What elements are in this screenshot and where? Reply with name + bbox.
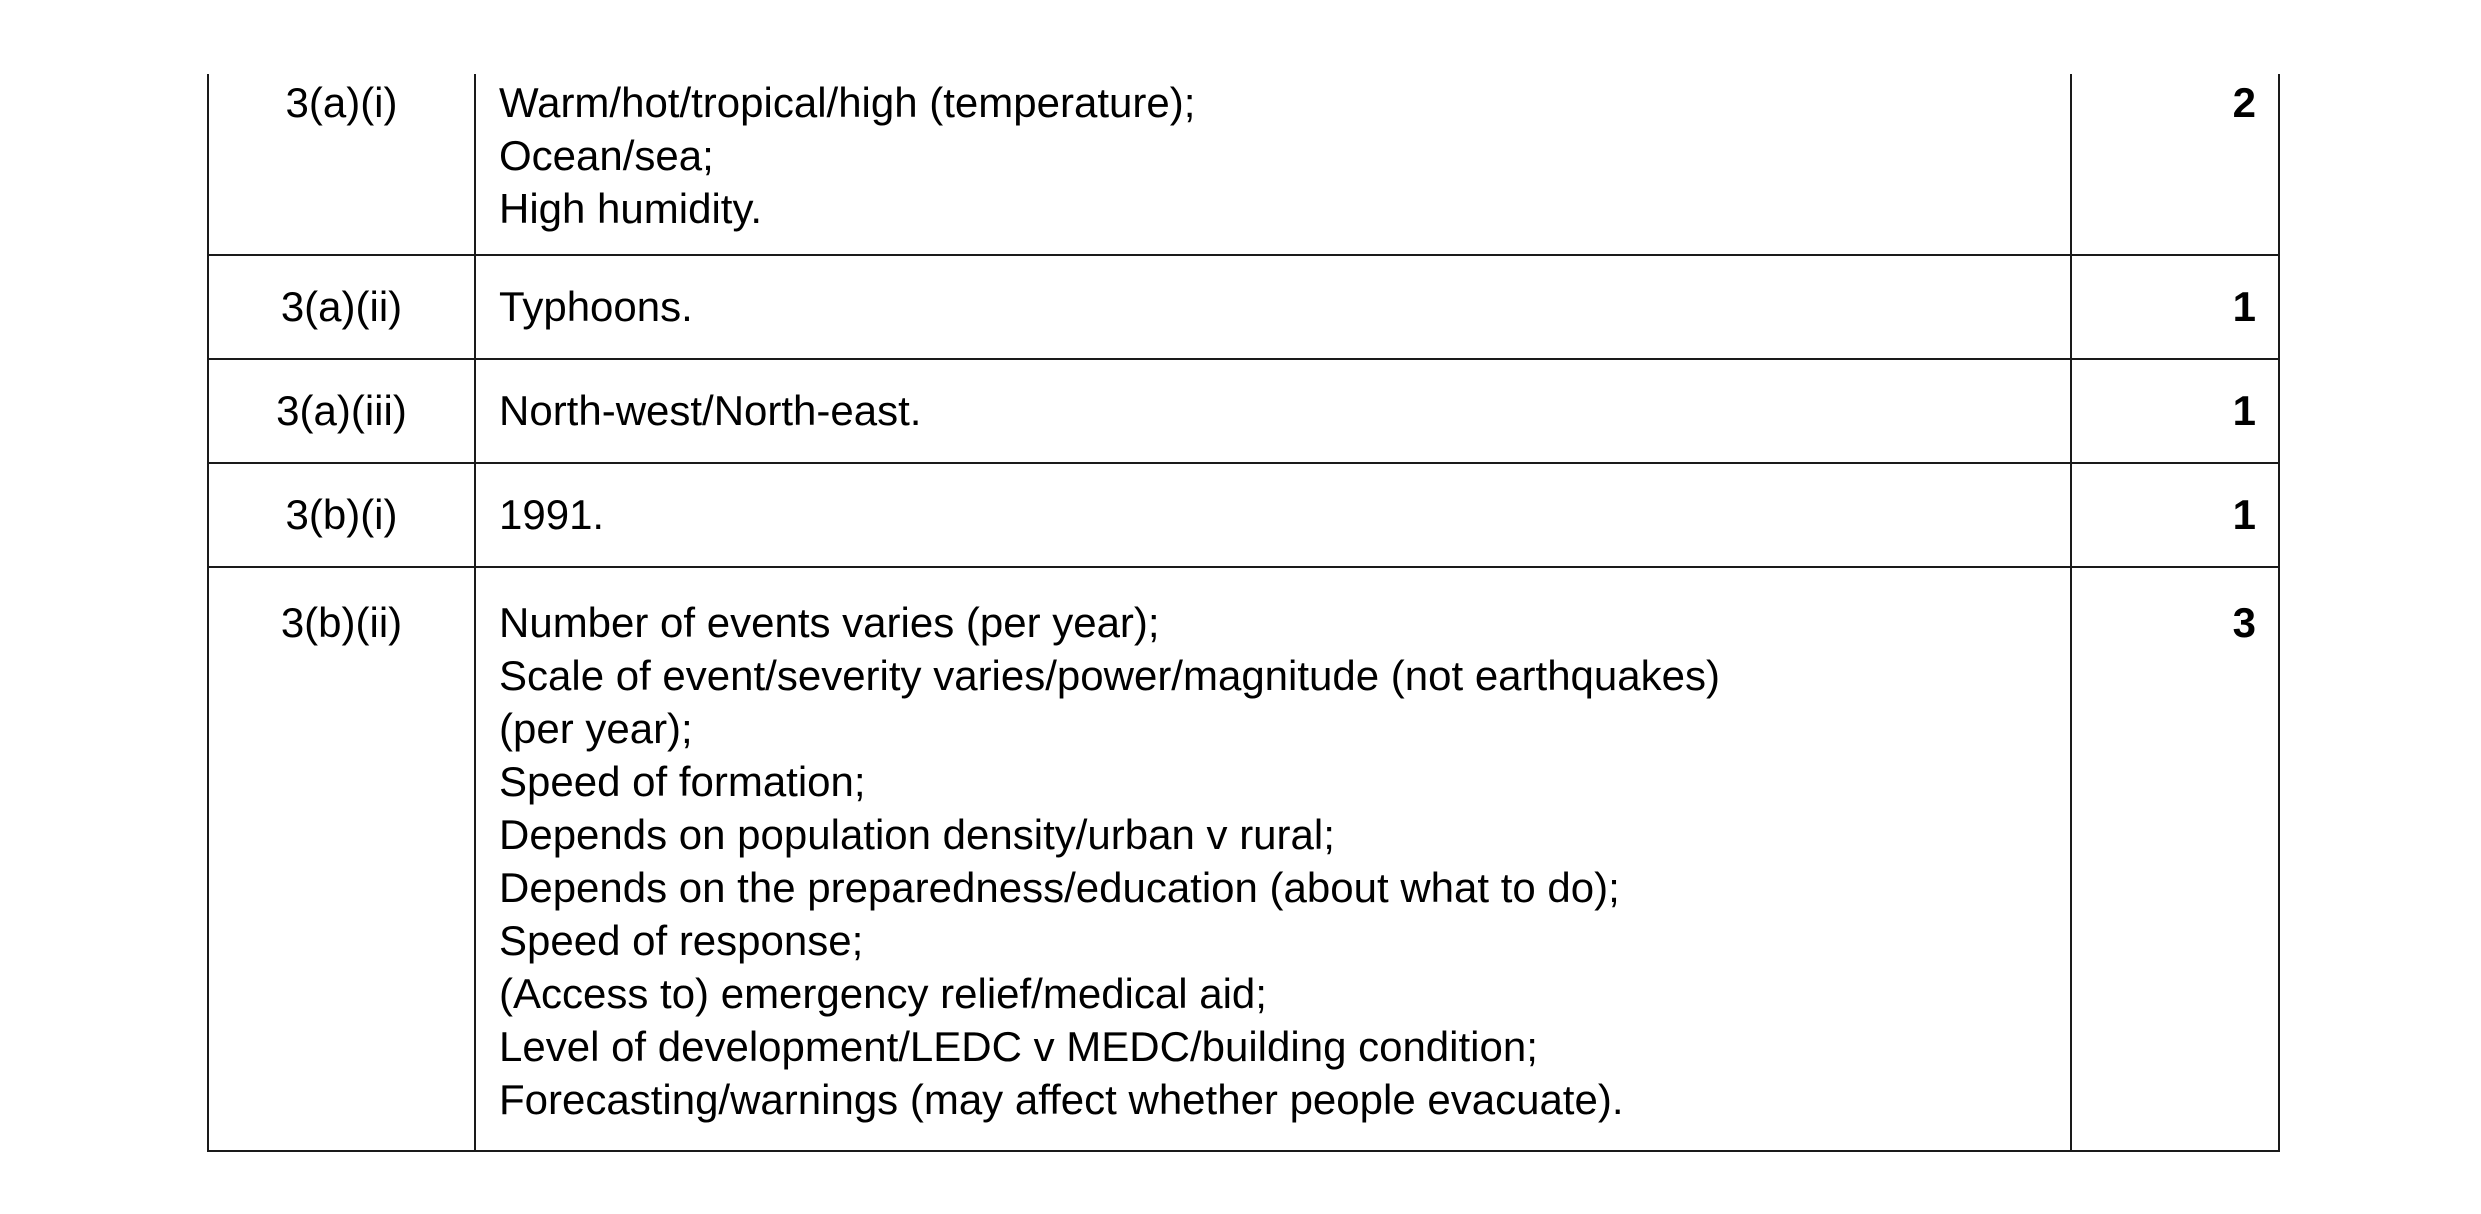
question-number: 3(a)(ii) <box>280 283 403 330</box>
marks-cell <box>2071 255 2279 359</box>
marks-value: 1 <box>2232 387 2256 434</box>
marks-value: 1 <box>2232 283 2256 330</box>
answer-cell <box>475 255 2071 359</box>
question-cell <box>208 463 475 567</box>
mark-scheme-table <box>207 74 2280 1152</box>
answer-line: Scale of event/severity varies/power/magnitude (not earthquakes) <box>499 652 1720 699</box>
answer-line: Depends on population density/urban v rural; <box>499 811 1335 858</box>
answer-line: Number of events varies (per year); <box>499 599 1160 646</box>
question-cell <box>208 255 475 359</box>
marks-value: 3 <box>2232 599 2256 646</box>
answer-line: Typhoons. <box>499 283 693 330</box>
question-cell <box>208 567 475 1151</box>
answer-line: High humidity. <box>499 185 762 232</box>
answer-line: Ocean/sea; <box>499 132 714 179</box>
marks-cell <box>2071 463 2279 567</box>
question-cell <box>208 74 475 255</box>
question-number: 3(a)(iii) <box>276 387 407 434</box>
answer-line: Forecasting/warnings (may affect whether people evacuate). <box>499 1076 1624 1123</box>
table-row <box>208 463 2279 567</box>
question-number: 3(b)(ii) <box>280 599 403 646</box>
answer-line: (per year); <box>499 705 693 752</box>
answer-line: Depends on the preparedness/education (about what to do); <box>499 864 1620 911</box>
question-number: 3(a)(i) <box>285 79 398 126</box>
marks-value: 1 <box>2232 491 2256 538</box>
answer-cell <box>475 359 2071 463</box>
answer-line: Warm/hot/tropical/high (temperature); <box>499 79 1196 126</box>
question-number: 3(b)(i) <box>285 491 398 538</box>
answer-cell <box>475 567 2071 1151</box>
answer-line: (Access to) emergency relief/medical aid; <box>499 970 1267 1017</box>
marks-cell <box>2071 74 2279 255</box>
table-row <box>208 359 2279 463</box>
question-cell <box>208 359 475 463</box>
table-row <box>208 255 2279 359</box>
marks-cell <box>2071 359 2279 463</box>
marks-value: 2 <box>2232 79 2256 126</box>
answer-cell <box>475 463 2071 567</box>
answer-cell <box>475 74 2071 255</box>
answer-line: Speed of formation; <box>499 758 866 805</box>
answer-line: 1991. <box>499 491 605 538</box>
table-row <box>208 567 2279 1151</box>
table-row <box>208 74 2279 255</box>
answer-line: Level of development/LEDC v MEDC/building condition; <box>499 1023 1538 1070</box>
answer-line: Speed of response; <box>499 917 864 964</box>
marks-cell <box>2071 567 2279 1151</box>
answer-line: North-west/North-east. <box>499 387 922 434</box>
